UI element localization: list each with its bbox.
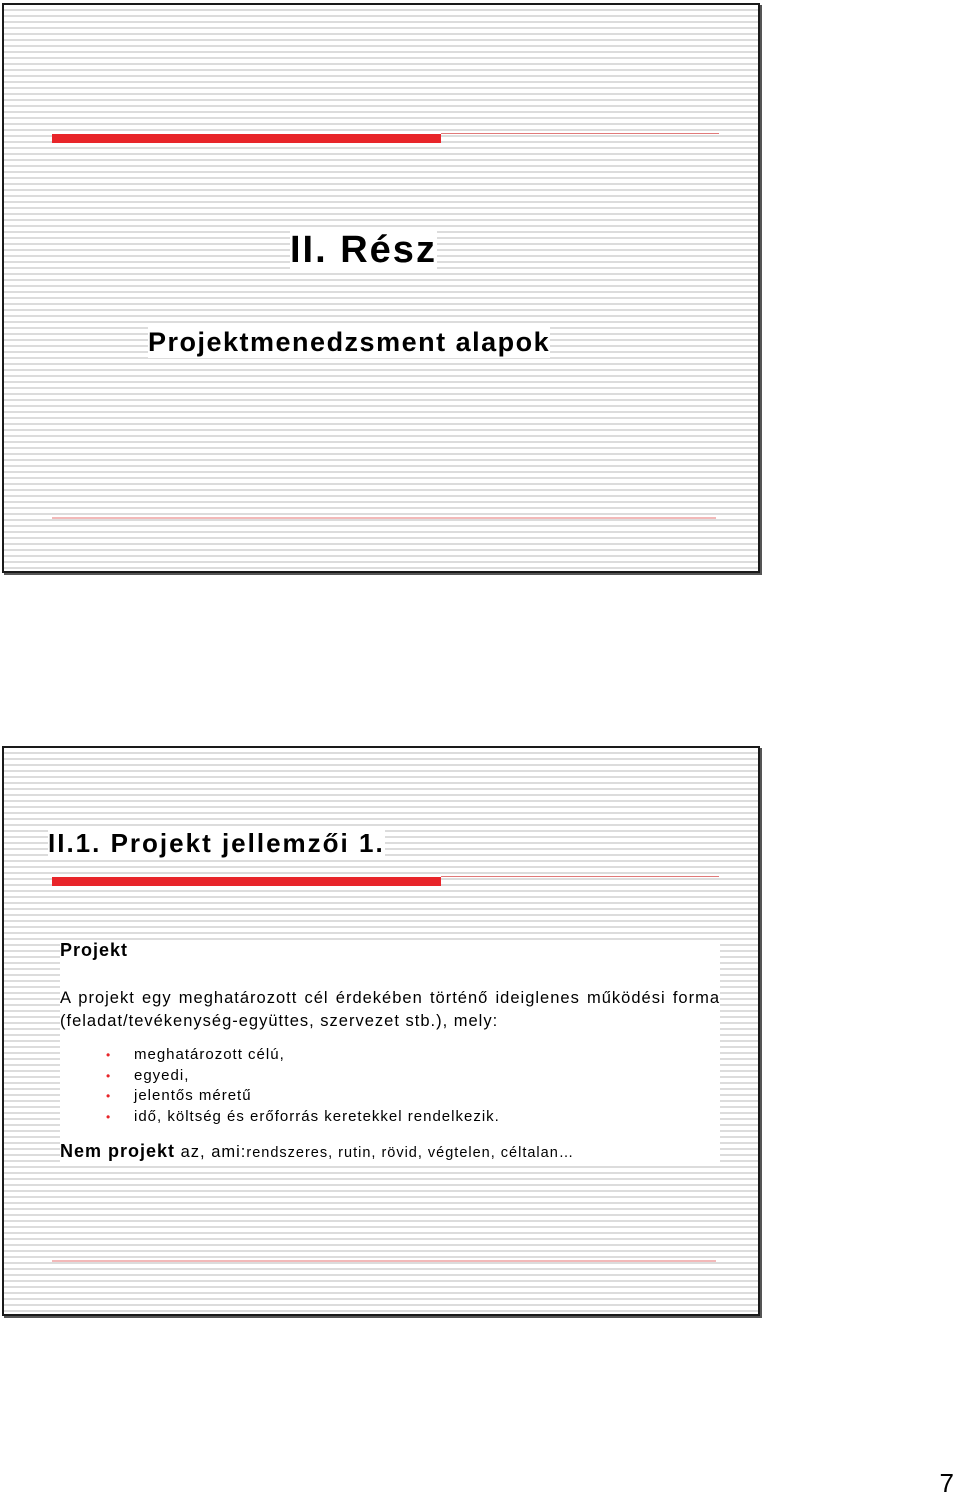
title-accent-line [441,876,719,877]
bullet-icon: • [106,1089,112,1103]
footer-line [52,517,716,519]
title-accent-line [441,133,719,134]
title-accent-bar [52,877,441,886]
title-accent-bar [52,134,441,143]
bullet-icon: • [106,1109,112,1124]
footer-line [52,1260,716,1262]
list-item: • idő, költség és erőforrás keretekkel rendelkezik. [106,1107,720,1128]
slide-2-content [60,940,720,1162]
not-project-line [60,1141,720,1162]
slide-1 [2,3,760,573]
section-label: Projekt [60,940,129,960]
bullet-list [60,1045,720,1127]
list-item: • jelentős méretű [106,1086,720,1107]
not-project-connector: az, ami: [175,1143,247,1161]
not-project-label: Nem projekt [60,1141,176,1161]
not-project-list: rendszeres, rutin, rövid, végtelen, céltalan… [246,1145,575,1161]
slide-2 [2,746,760,1316]
definition-paragraph: A projekt egy meghatározott cél érdekében történő ideiglenes működési forma (feladat/tevékenység-együttes, szervezet stb.), mely: [60,989,720,1030]
bullet-icon: • [106,1048,112,1062]
list-item: • meghatározott célú, [106,1045,720,1066]
slide-1-subtitle: Projektmenedzsment alapok [148,327,551,357]
slide-1-title: II. Rész [290,229,437,271]
page-number: 7 [939,1468,954,1498]
bullet-icon: • [106,1068,112,1083]
slide-2-title: II.1. Projekt jellemzői 1. [48,828,385,858]
list-item: • egyedi, [106,1066,720,1087]
